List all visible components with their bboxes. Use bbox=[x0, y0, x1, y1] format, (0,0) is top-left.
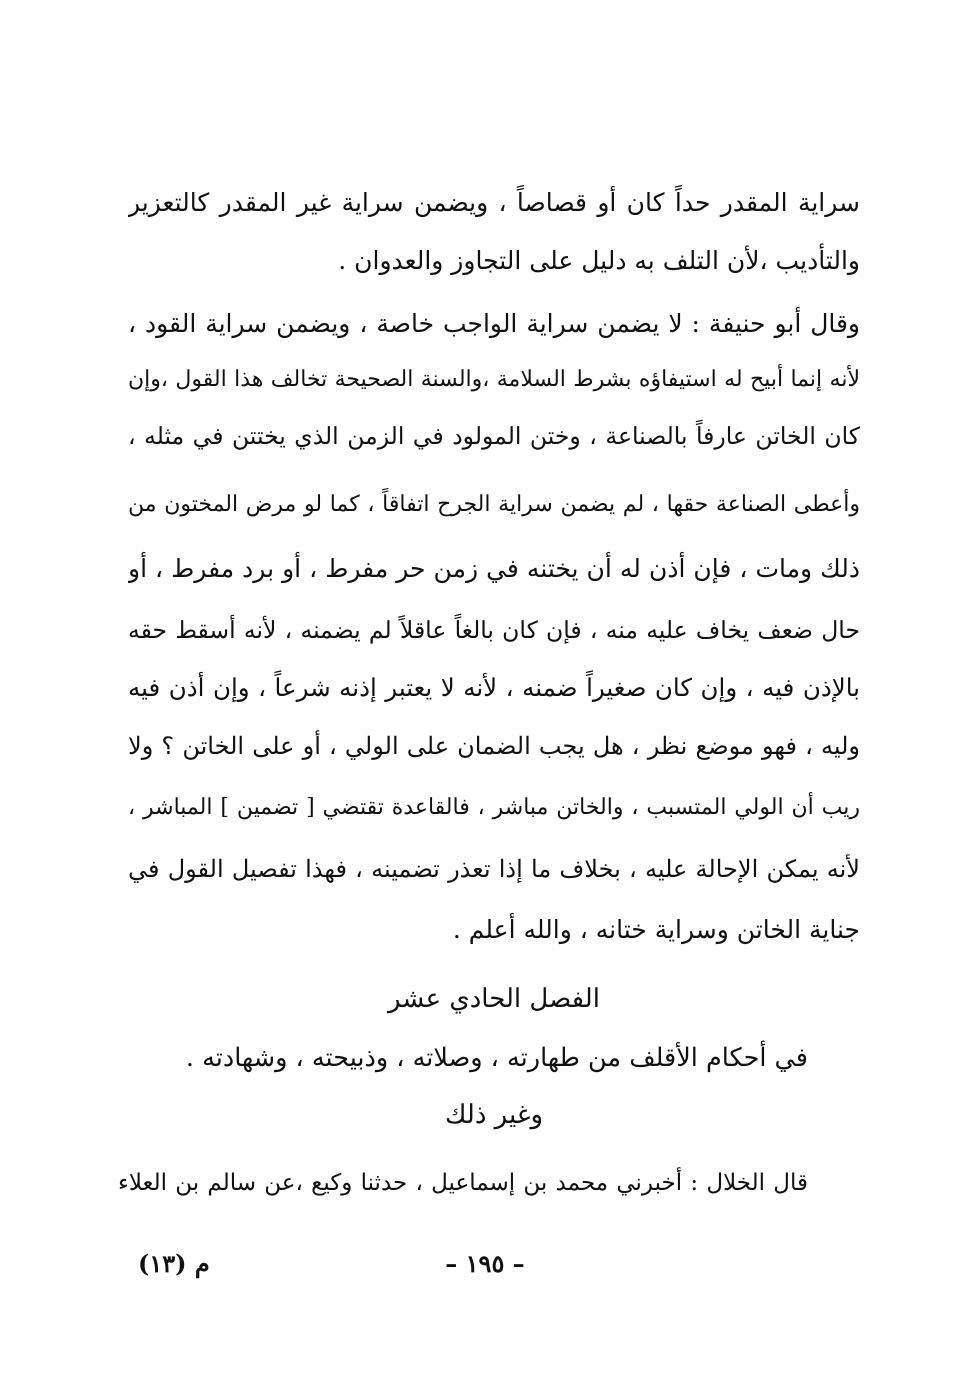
text-line: قال الخلال : أخبرني محمد بن إسماعيل ، حدثنا وكيع ،عن سالم بن العلاء bbox=[118, 1170, 808, 1196]
text-line: ريب أن الولي المتسبب ، والخاتن مباشر ، فالقاعدة تقتضي [ تضمين ] المباشر ، bbox=[128, 795, 860, 820]
text-line: سراية المقدر حداً كان أو قصاصاً ، ويضمن سراية غير المقدر كالتعزير bbox=[128, 188, 860, 217]
text-line: بالإذن فيه ، وإن كان صغيراً ضمنه ، لأنه لا يعتبر إذنه شرعاً ، وإن أذن فيه bbox=[128, 673, 860, 702]
text-line: جناية الخاتن وسراية ختانه ، والله أعلم . bbox=[452, 915, 860, 944]
chapter-subtitle: في أحكام الأقلف من طهارته ، وصلاته ، وذبيحته ، وشهادته . bbox=[185, 1043, 808, 1073]
chapter-title: الفصل الحادي عشر bbox=[388, 984, 600, 1014]
text-line: والتأديب ،لأن التلف به دليل على التجاوز والعدوان . bbox=[338, 246, 860, 275]
chapter-subtitle-continuation: وغير ذلك bbox=[444, 1100, 544, 1130]
text-line: وقال أبو حنيفة : لا يضمن سراية الواجب خاصة ، ويضمن سراية القود ، bbox=[128, 309, 860, 338]
text-line: ذلك ومات ، فإن أذن له أن يختنه في زمن حر مفرط ، أو برد مفرط ، أو bbox=[128, 554, 860, 583]
text-line: لأنه إنما أبيح له استيفاؤه بشرط السلامة ،والسنة الصحيحة تخالف هذا القول ،وإن bbox=[128, 367, 860, 392]
text-line: لأنه يمكن الإحالة عليه ، بخلاف ما إذا تعذر تضمينه ، فهذا تفصيل القول في bbox=[128, 855, 860, 883]
page-number: – ١٩٥ – bbox=[445, 1249, 525, 1278]
text-line: وليه ، فهو موضع نظر ، هل يجب الضمان على الولي ، أو على الخاتن ؟ ولا bbox=[128, 732, 860, 760]
text-line: كان الخاتن عارفاً بالصناعة ، وختن المولود في الزمن الذي يختتن في مثله ، bbox=[128, 422, 860, 450]
text-line: وأعطى الصناعة حقها ، لم يضمن سراية الجرح اتفاقاً ، كما لو مرض المختون من bbox=[128, 492, 860, 517]
text-line: حال ضعف يخاف عليه منه ، فإن كان بالغاً عاقلاً لم يضمنه ، لأنه أسقط حقه bbox=[128, 616, 860, 644]
signature-mark: م (١٣) bbox=[138, 1249, 210, 1278]
